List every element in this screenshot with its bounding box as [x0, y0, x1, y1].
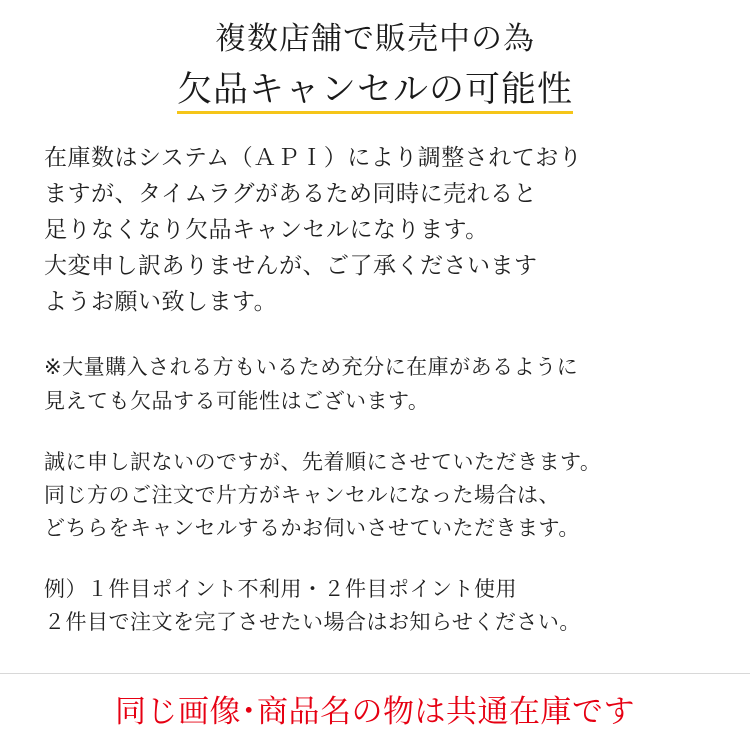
paragraph-line: 足りなくなり欠品キャンセルになります。: [44, 217, 489, 243]
footer-band: [0, 673, 750, 750]
paragraph-first-come-first-served: [44, 446, 706, 545]
heading-line-1: 複数店舗で販売中の為: [215, 21, 535, 57]
paragraph-stock-api-explanation: [44, 140, 706, 320]
footer-notice-text: 同じ画像･商品名の物は共通在庫です: [115, 694, 635, 730]
paragraph-spacer: [44, 320, 706, 350]
paragraph-line: ※大量購入される方もいるため充分に在庫があるように: [44, 355, 579, 379]
paragraph-example-points: [44, 573, 706, 639]
heading-line-2: 欠品キャンセルの可能性: [176, 70, 573, 110]
paragraph-line: ２件目で注文を完了させたい場合はお知らせください。: [44, 610, 581, 634]
paragraph-spacer: [44, 545, 706, 573]
paragraph-spacer: [44, 418, 706, 446]
paragraph-bulk-purchase-note: [44, 350, 706, 418]
paragraph-line: 誠に申し訳ないのですが、先着順にさせていただきます。: [44, 450, 602, 474]
paragraph-line: どちらをキャンセルするかお伺いさせていただきます。: [44, 516, 580, 540]
paragraph-line: 同じ方のご注文で片方がキャンセルになった場合は、: [44, 483, 560, 507]
notice-heading: [0, 0, 750, 116]
paragraph-line: 見えても欠品する可能性はございます。: [44, 389, 430, 413]
notice-body: [0, 140, 750, 639]
paragraph-line: ますが、タイムラグがあるため同時に売れると: [44, 181, 538, 207]
paragraph-line: 例）１件目ポイント不利用・２件目ポイント使用: [44, 577, 517, 601]
heading-line-2-wrapper: [177, 64, 573, 116]
paragraph-line: 在庫数はシステム（ＡＰＩ）により調整されており: [44, 145, 583, 171]
paragraph-line: ようお願い致します。: [44, 289, 278, 315]
paragraph-line: 大変申し訳ありませんが、ご了承くださいます: [44, 253, 538, 279]
